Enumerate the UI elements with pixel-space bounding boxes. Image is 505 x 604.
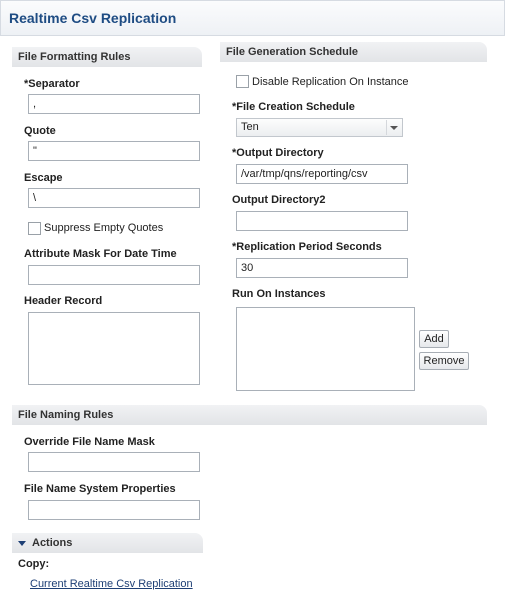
file-generation-schedule-header: File Generation Schedule bbox=[220, 42, 487, 62]
header-record-textarea[interactable] bbox=[28, 312, 200, 385]
attribute-mask-label: Attribute Mask For Date Time bbox=[24, 248, 177, 260]
caret-down-icon bbox=[18, 541, 26, 546]
escape-label: Escape bbox=[24, 172, 63, 184]
run-on-instances-label: Run On Instances bbox=[232, 288, 326, 300]
add-instance-button[interactable]: Add bbox=[419, 330, 449, 348]
actions-header[interactable] bbox=[12, 533, 203, 553]
attribute-mask-input[interactable] bbox=[28, 265, 200, 285]
override-mask-label: Override File Name Mask bbox=[24, 436, 155, 448]
output-directory2-input[interactable] bbox=[236, 211, 408, 231]
quote-label: Quote bbox=[24, 125, 56, 137]
file-creation-schedule-label: *File Creation Schedule bbox=[232, 101, 355, 113]
disable-replication-checkbox[interactable] bbox=[236, 75, 249, 88]
override-mask-input[interactable] bbox=[28, 452, 200, 472]
remove-instance-button[interactable]: Remove bbox=[419, 352, 469, 370]
system-properties-label: File Name System Properties bbox=[24, 483, 176, 495]
page-title: Realtime Csv Replication bbox=[9, 10, 177, 26]
actions-header-label: Actions bbox=[32, 537, 73, 549]
run-on-instances-list[interactable] bbox=[236, 307, 415, 391]
quote-input[interactable] bbox=[28, 141, 200, 161]
suppress-empty-quotes-checkbox[interactable] bbox=[28, 222, 41, 235]
suppress-empty-quotes-label: Suppress Empty Quotes bbox=[44, 222, 164, 234]
system-properties-input[interactable] bbox=[28, 500, 200, 520]
output-directory2-label: Output Directory2 bbox=[232, 194, 326, 206]
replication-period-label: *Replication Period Seconds bbox=[232, 241, 382, 253]
escape-input[interactable] bbox=[28, 188, 200, 208]
replication-period-input[interactable] bbox=[236, 258, 408, 278]
output-directory-label: *Output Directory bbox=[232, 147, 324, 159]
file-formatting-rules-header: File Formatting Rules bbox=[12, 47, 202, 67]
file-creation-schedule-select[interactable] bbox=[236, 118, 403, 137]
title-bar bbox=[0, 0, 505, 36]
separator-input[interactable] bbox=[28, 94, 200, 114]
chevron-down-icon bbox=[386, 120, 401, 135]
copy-label: Copy: bbox=[18, 558, 50, 570]
disable-replication-label: Disable Replication On Instance bbox=[252, 76, 409, 88]
header-record-label: Header Record bbox=[24, 295, 103, 307]
copy-current-link[interactable]: Current Realtime Csv Replication bbox=[30, 578, 193, 590]
separator-label: *Separator bbox=[24, 78, 80, 90]
file-creation-schedule-value: Ten bbox=[241, 121, 259, 133]
file-naming-rules-header: File Naming Rules bbox=[12, 405, 487, 425]
output-directory-input[interactable] bbox=[236, 164, 408, 184]
